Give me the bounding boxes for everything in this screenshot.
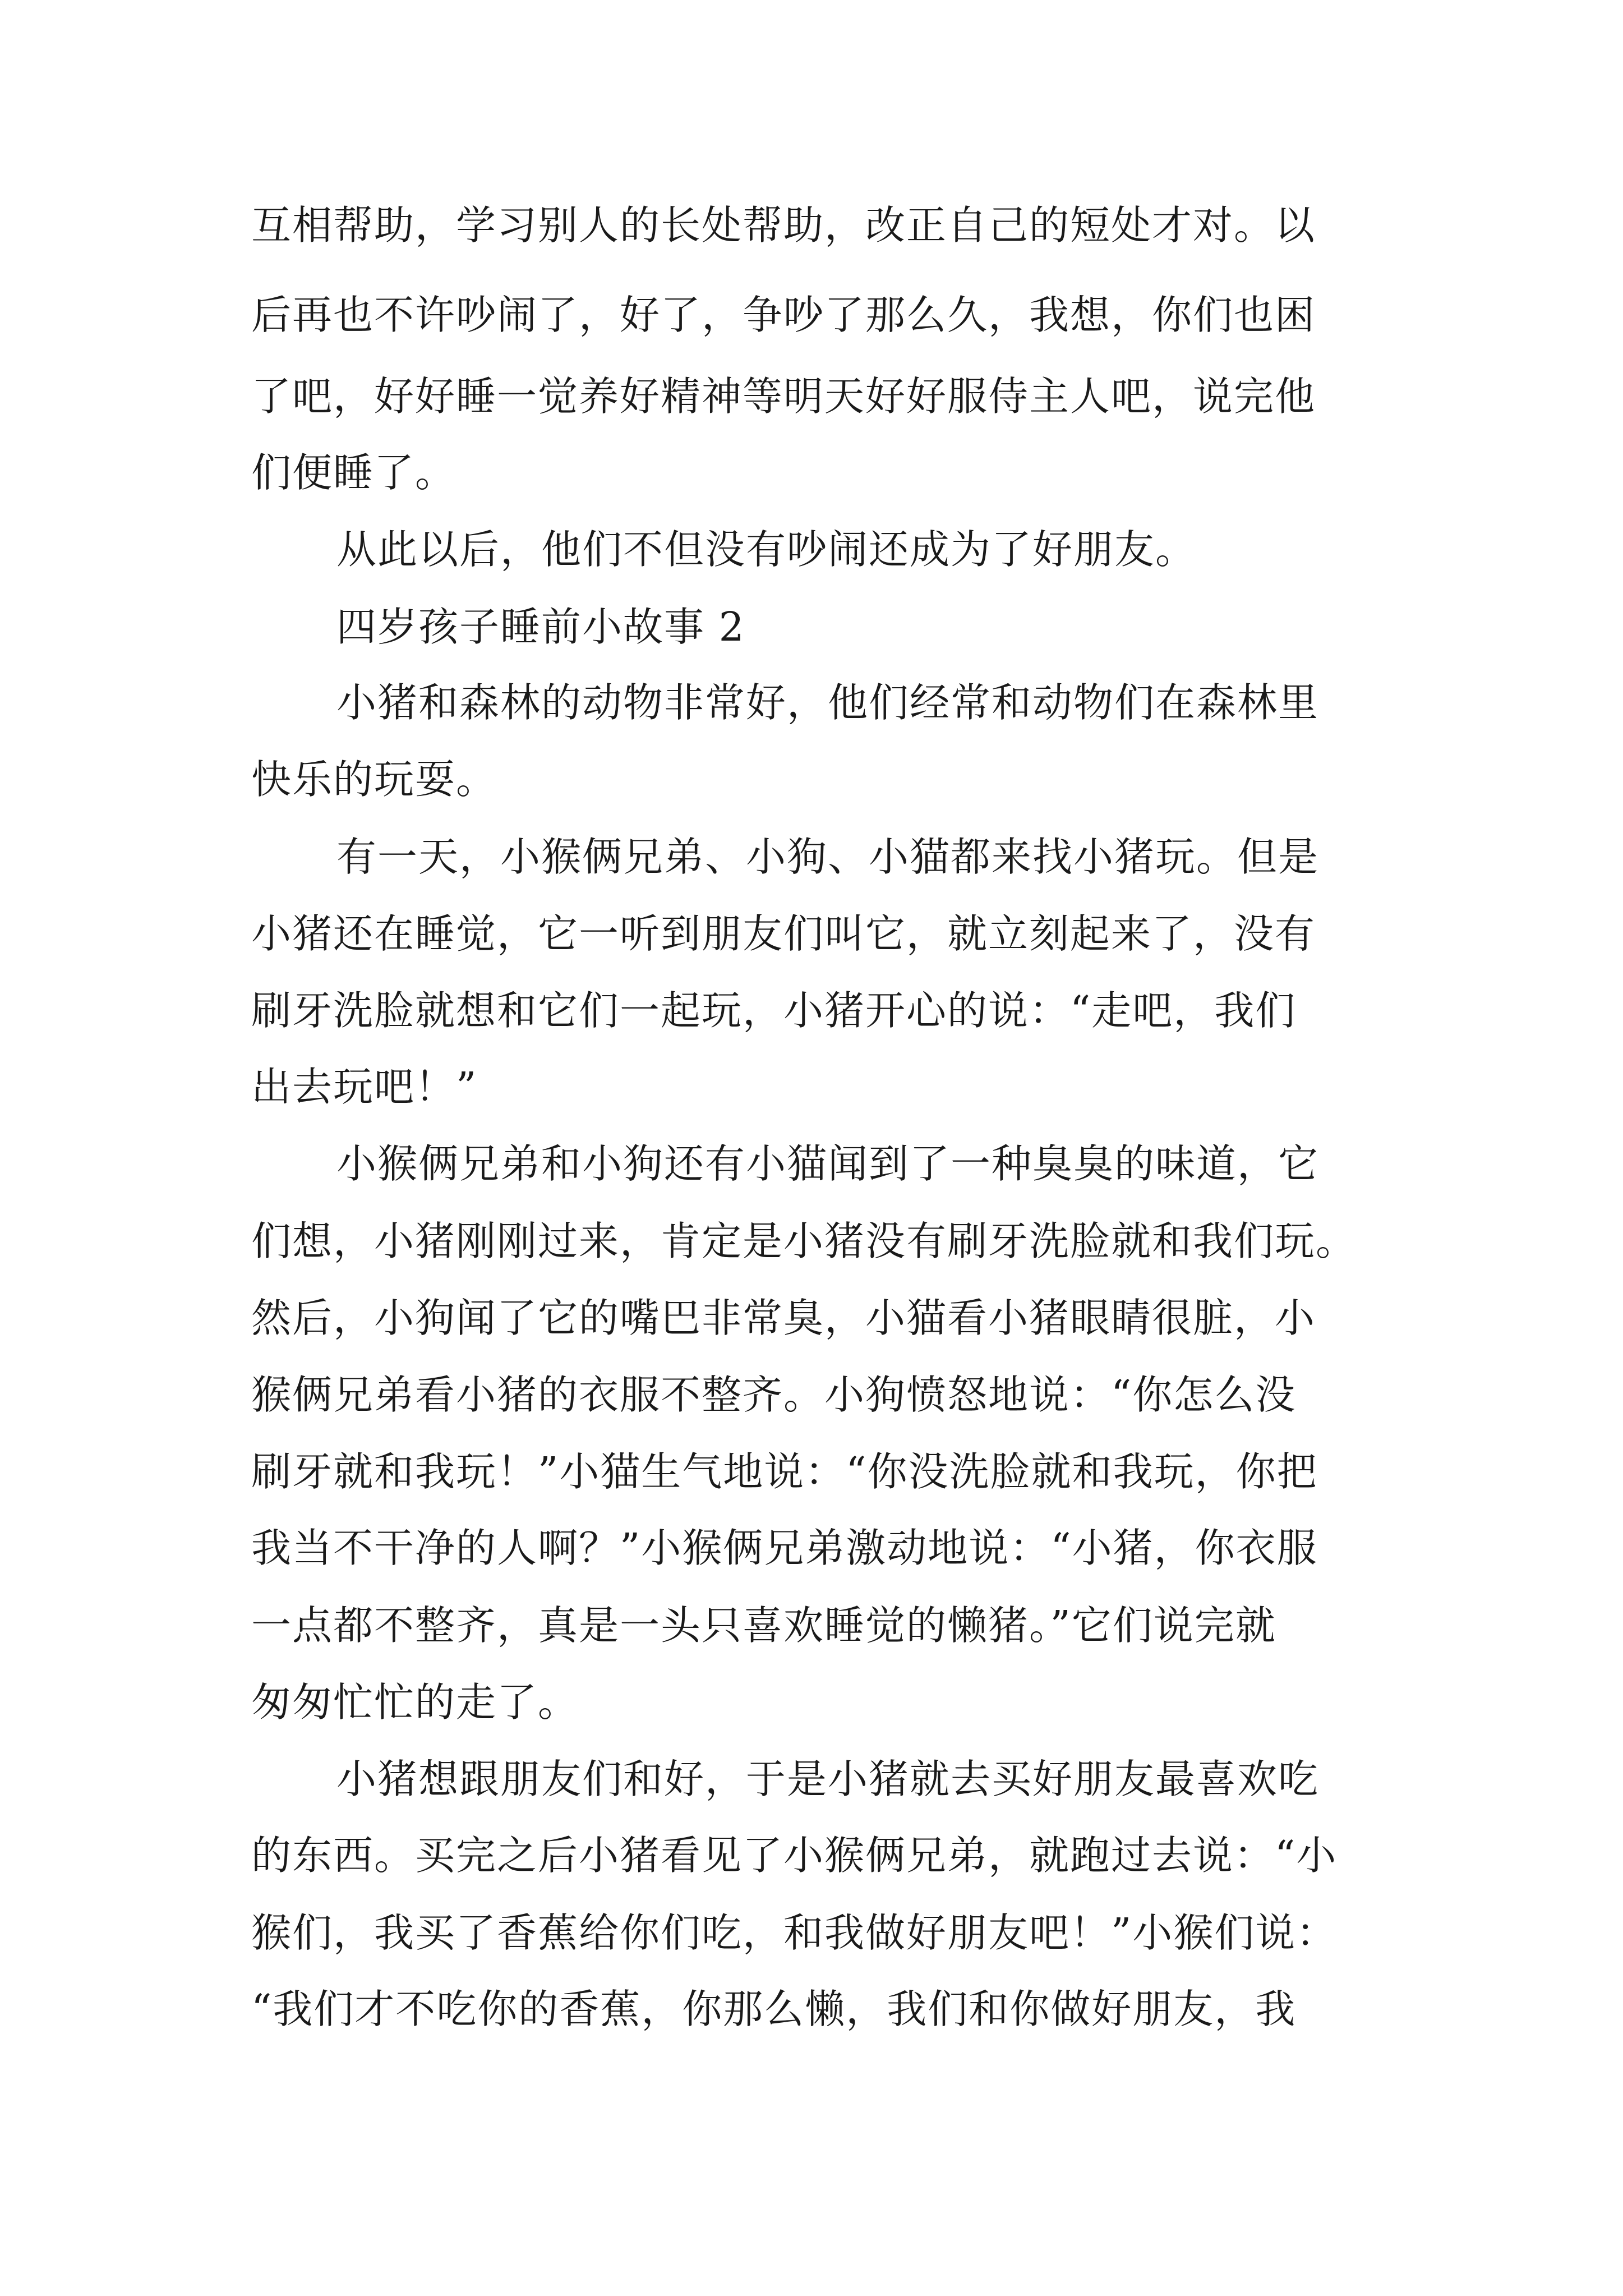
text-line: 小猪还在睡觉，它一听到朋友们叫它，就立刻起来了，没有	[251, 910, 1316, 957]
text-line: 猴们，我买了香蕉给你们吃，和我做好朋友吧！”小猴们说：	[251, 1910, 1338, 1956]
text-line: 小猴俩兄弟和小狗还有小猫闻到了一种臭臭的味道，它	[336, 1140, 1320, 1187]
text-line: 互相帮助，学习别人的长处帮助，改正自己的短处才对。以	[251, 202, 1316, 249]
section-heading: 四岁孩子睡前小故事 2	[336, 604, 745, 650]
text-line: 从此以后，他们不但没有吵闹还成为了好朋友。	[336, 526, 1197, 573]
text-line: 我当不干净的人啊？”小猴俩兄弟激动地说：“小猪，你衣服	[251, 1525, 1318, 1571]
text-line: 快乐的玩耍。	[251, 756, 497, 803]
text-line: 然后，小狗闻了它的嘴巴非常臭，小猫看小猪眼睛很脏，小	[251, 1295, 1316, 1341]
text-line: 小猪想跟朋友们和好，于是小猪就去买好朋友最喜欢吃	[336, 1756, 1320, 1802]
text-line: 们想，小猪刚刚过来，肯定是小猪没有刷牙洗脸就和我们玩。	[251, 1218, 1357, 1264]
text-line: 出去玩吧！”	[251, 1064, 478, 1110]
text-line: 了吧，好好睡一觉养好精神等明天好好服侍主人吧，说完他	[251, 373, 1316, 420]
text-line: 们便睡了。	[251, 449, 457, 496]
text-line: 后再也不许吵闹了，好了，争吵了那么久，我想，你们也困	[251, 292, 1316, 338]
text-line: 有一天，小猴俩兄弟、小狗、小猫都来找小猪玩。但是	[336, 834, 1320, 880]
text-line: 猴俩兄弟看小猪的衣服不整齐。小狗愤怒地说：“你怎么没	[251, 1372, 1297, 1418]
text-line: 的东西。买完之后小猪看见了小猴俩兄弟，就跑过去说：“小	[251, 1832, 1338, 1879]
text-line: 刷牙洗脸就想和它们一起玩，小猪开心的说：“走吧，我们	[251, 987, 1297, 1034]
text-line: 匆匆忙忙的走了。	[251, 1679, 579, 1726]
text-line: 一点都不整齐，真是一头只喜欢睡觉的懒猪。”它们说完就	[251, 1602, 1276, 1649]
text-line: 小猪和森林的动物非常好，他们经常和动物们在森林里	[336, 679, 1320, 726]
text-line: 刷牙就和我玩！”小猫生气地说：“你没洗脸就和我玩，你把	[251, 1448, 1318, 1495]
text-line: “我们才不吃你的香蕉，你那么懒，我们和你做好朋友，我	[251, 1986, 1297, 2032]
